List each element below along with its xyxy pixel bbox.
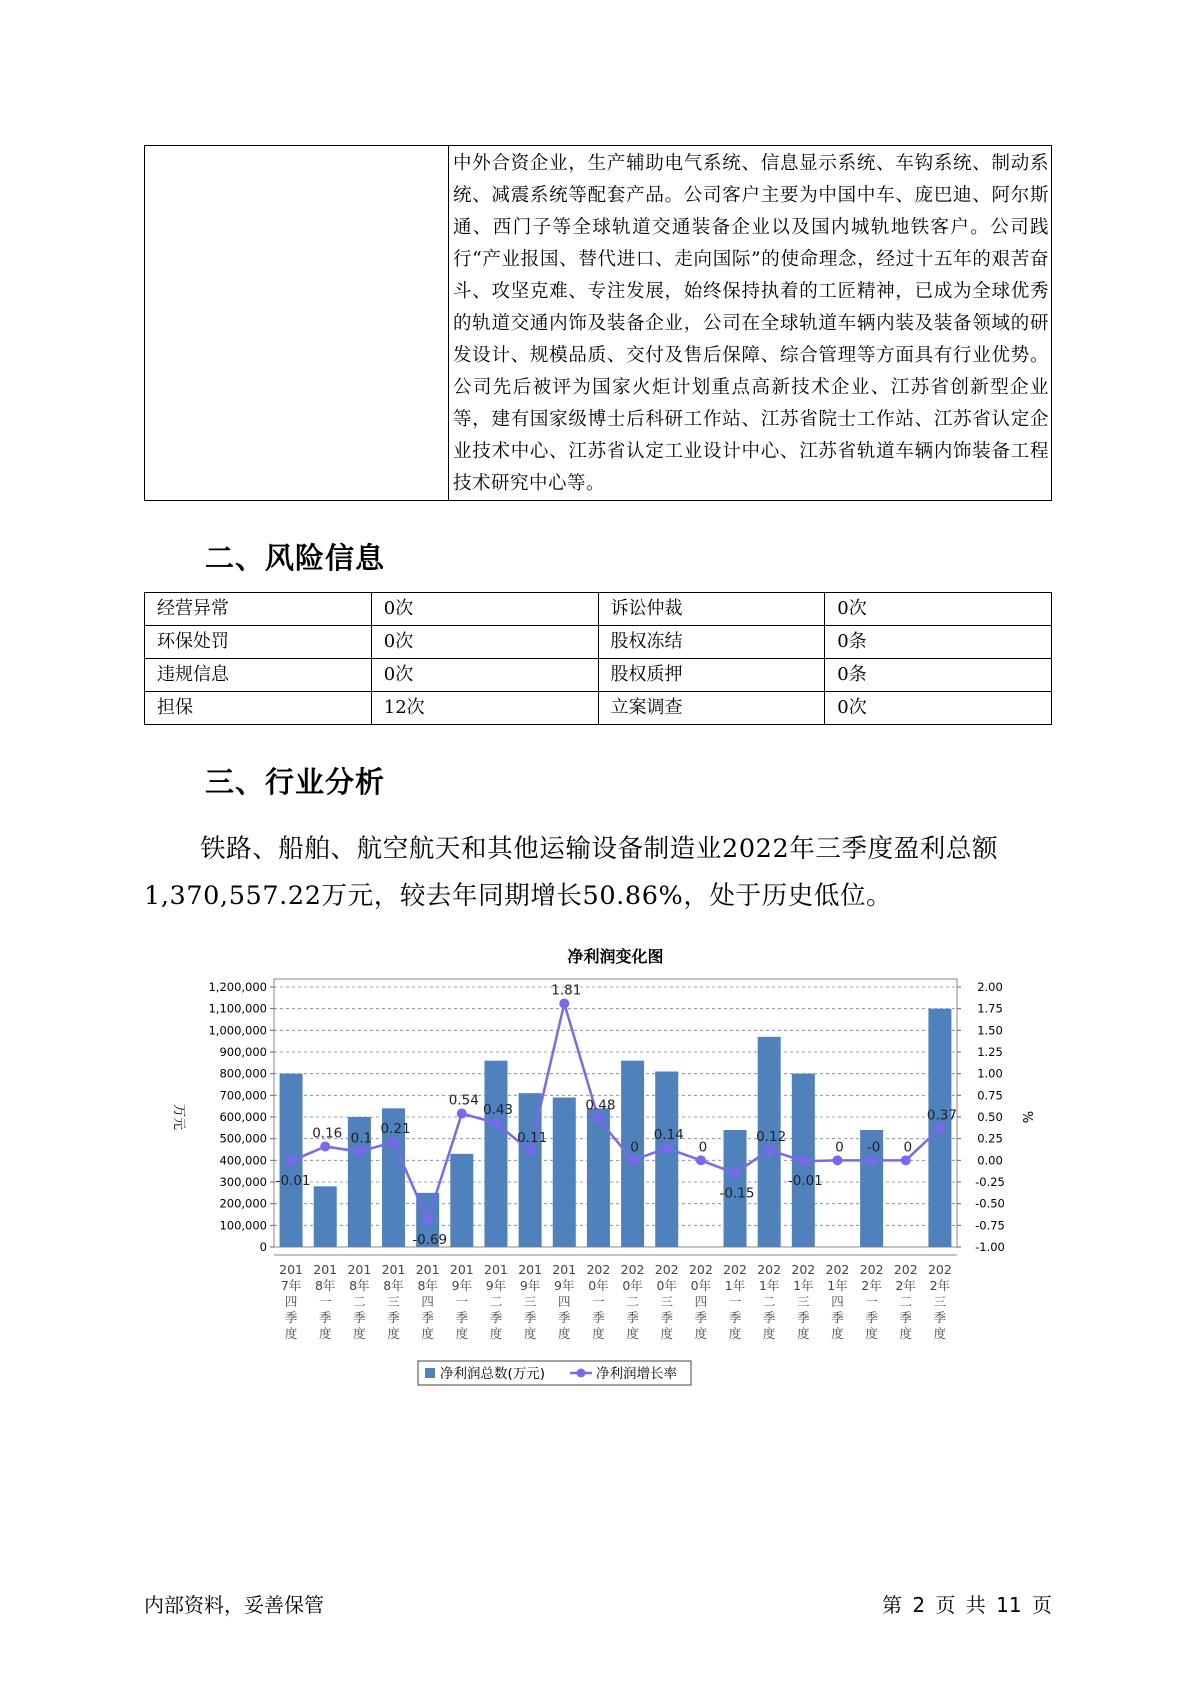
data-label: 0.12: [756, 1128, 787, 1145]
data-label: 0.37: [926, 1107, 957, 1124]
y-tick-label: 600,000: [219, 1110, 267, 1124]
x-tick-label: 202: [893, 1262, 918, 1277]
growth-rate-point: [559, 998, 569, 1008]
footer-confidential-note: 内部资料，妥善保管: [144, 1593, 324, 1617]
x-tick-label: 季: [558, 1310, 571, 1325]
growth-rate-point: [389, 1137, 399, 1147]
y-tick-label: 900,000: [219, 1045, 267, 1059]
x-tick-label: 度: [489, 1326, 503, 1341]
y2-tick-label: 2.00: [977, 980, 1003, 994]
x-tick-label: 度: [421, 1326, 434, 1341]
y2-tick-label: -0.50: [975, 1196, 1005, 1211]
table-row: [145, 692, 1052, 725]
x-tick-label: 度: [284, 1326, 298, 1341]
x-tick-label: 季: [523, 1310, 537, 1325]
x-tick-label: 1年: [758, 1278, 780, 1293]
x-tick-label: 季: [865, 1310, 878, 1325]
x-tick-label: 季: [899, 1310, 913, 1325]
x-tick-label: 一: [865, 1294, 878, 1309]
y-tick-label: 300,000: [219, 1175, 267, 1189]
x-tick-label: 四: [421, 1294, 434, 1309]
x-tick-label: 202: [791, 1262, 816, 1277]
data-label: -0.15: [719, 1185, 755, 1202]
risk-info-table: [144, 592, 1052, 725]
growth-rate-point: [798, 1156, 808, 1166]
growth-rate-point: [628, 1155, 638, 1165]
y-tick-label: 500,000: [219, 1131, 267, 1146]
x-tick-label: 201: [313, 1262, 338, 1277]
x-tick-label: 202: [757, 1262, 782, 1277]
x-tick-label: 度: [558, 1326, 571, 1341]
y-tick-label: 700,000: [219, 1088, 267, 1103]
bar: [314, 1186, 337, 1247]
data-label: 0: [835, 1139, 844, 1156]
y-axis-label: 万元: [171, 1103, 186, 1131]
x-tick-label: 9年: [451, 1278, 473, 1293]
x-tick-label: 季: [694, 1310, 708, 1325]
x-tick-label: 度: [762, 1326, 776, 1341]
x-tick-label: 202: [620, 1262, 645, 1277]
y-tick-label: 100,000: [219, 1218, 267, 1233]
x-tick-label: 二: [489, 1294, 503, 1309]
y2-tick-label: 0.75: [977, 1088, 1003, 1103]
y2-tick-label: 0.50: [977, 1110, 1003, 1124]
data-label: 0: [903, 1139, 913, 1156]
growth-rate-point: [730, 1168, 740, 1178]
data-label: 0.11: [517, 1129, 548, 1146]
x-tick-label: 季: [455, 1310, 469, 1325]
x-tick-label: 8年: [314, 1278, 336, 1293]
y-tick-label: 200,000: [219, 1196, 267, 1211]
y-tick-label: 1,000,000: [208, 1023, 267, 1038]
x-tick-label: 四: [558, 1294, 571, 1309]
x-tick-label: 0年: [656, 1278, 677, 1293]
data-label: 0.21: [380, 1121, 411, 1138]
x-tick-label: 度: [933, 1326, 947, 1341]
data-label: 0.16: [312, 1125, 343, 1142]
x-tick-label: 9年: [485, 1278, 507, 1293]
x-tick-label: 度: [660, 1326, 673, 1341]
bar: [450, 1154, 473, 1247]
x-tick-label: 202: [654, 1262, 679, 1277]
growth-rate-point: [423, 1215, 433, 1225]
x-tick-label: 201: [449, 1262, 474, 1277]
data-label: 0.43: [482, 1102, 514, 1119]
x-tick-label: 0年: [622, 1278, 643, 1293]
x-tick-label: 202: [723, 1262, 747, 1277]
x-tick-label: 三: [523, 1294, 537, 1309]
y2-tick-label: 1.50: [977, 1023, 1003, 1038]
plot-frame: [274, 979, 957, 1247]
legend-line-label: 净利润增长率: [596, 1366, 677, 1382]
risk-label: 立案调查: [598, 692, 825, 725]
x-tick-label: 二: [626, 1294, 639, 1309]
x-tick-label: 三: [660, 1294, 673, 1309]
y-tick-label: 1,200,000: [208, 980, 267, 994]
x-tick-label: 202: [586, 1262, 611, 1277]
company-intro-table: [144, 145, 1052, 501]
x-tick-label: 季: [284, 1310, 298, 1325]
x-tick-label: 一: [592, 1294, 605, 1309]
risk-value: 0次: [371, 626, 598, 659]
growth-rate-point: [286, 1156, 296, 1166]
x-tick-label: 度: [318, 1326, 332, 1341]
risk-label: 违规信息: [145, 659, 372, 692]
data-label: -0: [866, 1139, 881, 1156]
x-tick-label: 0年: [690, 1278, 712, 1293]
x-tick-label: 度: [899, 1326, 913, 1341]
legend-bar-swatch: [425, 1368, 435, 1378]
x-tick-label: 8年: [383, 1278, 404, 1293]
y2-tick-label: -0.25: [975, 1175, 1005, 1189]
x-tick-label: 201: [347, 1262, 372, 1277]
risk-value: 0次: [825, 593, 1052, 626]
growth-rate-point: [593, 1114, 603, 1124]
x-tick-label: 二: [353, 1294, 366, 1309]
x-tick-label: 8年: [349, 1278, 370, 1293]
legend-line-marker: [577, 1369, 586, 1378]
x-tick-label: 度: [455, 1326, 469, 1341]
growth-rate-point: [935, 1123, 945, 1133]
growth-rate-point: [457, 1109, 467, 1119]
x-tick-label: 9年: [519, 1278, 541, 1293]
x-tick-label: 一: [728, 1294, 742, 1309]
y2-axis-label: %: [1019, 1110, 1034, 1124]
industry-analysis-text: 铁路、船舶、航空航天和其他运输设备制造业2022年三季度盈利总额1,370,557.22万元，较去年同期增长50.86%，处于历史低位。: [144, 834, 999, 911]
growth-rate-point: [696, 1155, 706, 1165]
x-tick-label: 201: [279, 1262, 304, 1277]
bar: [655, 1072, 678, 1248]
bar: [484, 1061, 507, 1247]
risk-label: 股权冻结: [598, 626, 825, 659]
x-tick-label: 季: [592, 1310, 605, 1325]
chart-canvas: [160, 935, 1040, 1395]
x-tick-label: 度: [523, 1326, 537, 1341]
y2-tick-label: -0.75: [975, 1218, 1005, 1233]
intro-content-cell: [449, 146, 1052, 501]
table-row: [145, 626, 1052, 659]
y2-tick-label: 1.75: [977, 1001, 1003, 1016]
growth-rate-point: [901, 1155, 911, 1165]
x-tick-label: 季: [933, 1310, 947, 1325]
data-label: 0.1: [350, 1130, 373, 1147]
x-tick-label: 三: [387, 1294, 400, 1309]
x-tick-label: 201: [552, 1262, 577, 1277]
y2-tick-label: 0.25: [977, 1131, 1003, 1146]
x-tick-label: 季: [387, 1310, 400, 1325]
y-tick-label: 400,000: [219, 1153, 267, 1168]
x-tick-label: 季: [318, 1310, 332, 1325]
x-tick-label: 1年: [793, 1278, 814, 1293]
x-tick-label: 季: [626, 1310, 639, 1325]
x-tick-label: 四: [831, 1294, 844, 1309]
data-label: 1.81: [551, 982, 582, 999]
risk-value: 12次: [371, 692, 598, 725]
risk-value: 0次: [371, 593, 598, 626]
x-tick-label: 度: [353, 1326, 366, 1341]
x-tick-label: 9年: [554, 1278, 575, 1293]
x-tick-label: 季: [797, 1310, 810, 1325]
growth-rate-point: [832, 1155, 842, 1165]
x-tick-label: 1年: [827, 1278, 848, 1293]
bar: [553, 1098, 576, 1248]
risk-value: 0条: [825, 659, 1052, 692]
x-tick-label: 度: [694, 1326, 708, 1341]
growth-rate-point: [867, 1155, 877, 1165]
x-tick-label: 度: [728, 1326, 742, 1341]
net-profit-chart: [160, 935, 1040, 1395]
growth-rate-point: [354, 1147, 364, 1157]
x-tick-label: 季: [353, 1310, 366, 1325]
x-tick-label: 三: [797, 1294, 810, 1309]
data-label: 0: [698, 1139, 708, 1156]
y-tick-label: 0: [259, 1240, 267, 1254]
x-tick-label: 202: [688, 1262, 713, 1277]
y2-tick-label: 1.25: [977, 1045, 1003, 1059]
x-tick-label: 季: [831, 1310, 844, 1325]
footer-page-number: 第 2 页 共 11 页: [882, 1593, 1052, 1617]
x-tick-label: 201: [381, 1262, 406, 1277]
x-tick-label: 7年: [280, 1278, 302, 1293]
x-tick-label: 201: [415, 1262, 440, 1277]
table-row: [145, 593, 1052, 626]
x-tick-label: 2年: [895, 1278, 917, 1293]
growth-rate-point: [320, 1141, 330, 1151]
x-tick-label: 2年: [929, 1278, 951, 1293]
intro-label-cell: [145, 146, 449, 501]
x-tick-label: 二: [899, 1294, 913, 1309]
x-tick-label: 四: [694, 1294, 708, 1309]
table-row: [145, 659, 1052, 692]
data-label: -0.01: [275, 1173, 311, 1190]
growth-rate-point: [662, 1143, 672, 1153]
x-tick-label: 201: [518, 1262, 543, 1277]
intro-paragraph: 中外合资企业，生产辅助电气系统、信息显示系统、车钩系统、制动系统、减震系统等配套产品。公司客户主要为中国中车、庞巴迪、阿尔斯通、西门子等全球轨道交通装备企业以及国内城轨地铁客户。公司践行“产业报国、替代进口、走向国际”的使命理念，经过十五年的艰苦奋斗、攻坚克难、专注发展，始终保持执着的工匠精神，已成为全球优秀的轨道交通内饰及装备企业，公司在全球轨道车辆内装及装备领域的研发设计、规模品质、交付及售后保障、综合管理等方面具有行业优势。公司先后被评为国家火炬计划重点高新技术企业、江苏省创新型企业等，建有国家级博士后科研工作站、江苏省院士工作站、江苏省认定企业技术中心、江苏省认定工业设计中心、江苏省轨道车辆内饰装备工程技术研究中心等。: [453, 153, 1049, 494]
x-tick-label: 一: [455, 1294, 469, 1309]
risk-label: 股权质押: [598, 659, 825, 692]
x-tick-label: 度: [797, 1326, 810, 1341]
risk-value: 0条: [825, 626, 1052, 659]
data-label: 0: [630, 1139, 639, 1156]
y2-tick-label: 0.00: [977, 1153, 1003, 1168]
growth-rate-point: [525, 1146, 535, 1156]
x-tick-label: 度: [592, 1326, 605, 1341]
data-label: -0.69: [412, 1232, 448, 1249]
risk-value: 0次: [371, 659, 598, 692]
x-tick-label: 度: [626, 1326, 639, 1341]
x-tick-label: 度: [865, 1326, 878, 1341]
x-tick-label: 202: [825, 1262, 850, 1277]
risk-label: 担保: [145, 692, 372, 725]
risk-value: 0次: [825, 692, 1052, 725]
x-tick-label: 0年: [588, 1278, 609, 1293]
risk-label: 经营异常: [145, 593, 372, 626]
data-label: 0.14: [653, 1127, 684, 1144]
x-tick-label: 二: [762, 1294, 776, 1309]
y2-tick-label: -1.00: [975, 1240, 1005, 1254]
y-tick-label: 1,100,000: [208, 1001, 267, 1016]
risk-section-heading: 二、风险信息: [205, 541, 386, 575]
x-tick-label: 度: [831, 1326, 844, 1341]
x-tick-label: 1年: [724, 1278, 746, 1293]
x-tick-label: 季: [489, 1310, 503, 1325]
x-tick-label: 一: [318, 1294, 332, 1309]
x-tick-label: 季: [660, 1310, 673, 1325]
x-tick-label: 201: [484, 1262, 508, 1277]
x-tick-label: 2年: [861, 1278, 882, 1293]
data-label: 0.54: [448, 1092, 479, 1109]
x-tick-label: 季: [728, 1310, 742, 1325]
x-tick-label: 季: [762, 1310, 776, 1325]
x-tick-label: 度: [387, 1326, 400, 1341]
x-tick-label: 三: [933, 1294, 947, 1309]
y2-tick-label: 1.00: [977, 1066, 1003, 1081]
x-tick-label: 8年: [417, 1278, 438, 1293]
industry-section-heading: 三、行业分析: [205, 765, 386, 799]
x-tick-label: 202: [927, 1262, 952, 1277]
x-tick-label: 四: [284, 1294, 298, 1309]
x-tick-label: 202: [859, 1262, 884, 1277]
data-label: -0.01: [787, 1173, 823, 1190]
x-tick-label: 季: [421, 1310, 434, 1325]
growth-rate-point: [764, 1145, 774, 1155]
chart-title: 净利润变化图: [567, 947, 664, 966]
risk-label: 诉讼仲裁: [598, 593, 825, 626]
risk-label: 环保处罚: [145, 626, 372, 659]
y-tick-label: 800,000: [219, 1066, 267, 1081]
growth-rate-point: [491, 1118, 501, 1128]
data-label: 0.48: [585, 1097, 616, 1114]
legend-bar-label: 净利润总数(万元): [440, 1366, 546, 1382]
